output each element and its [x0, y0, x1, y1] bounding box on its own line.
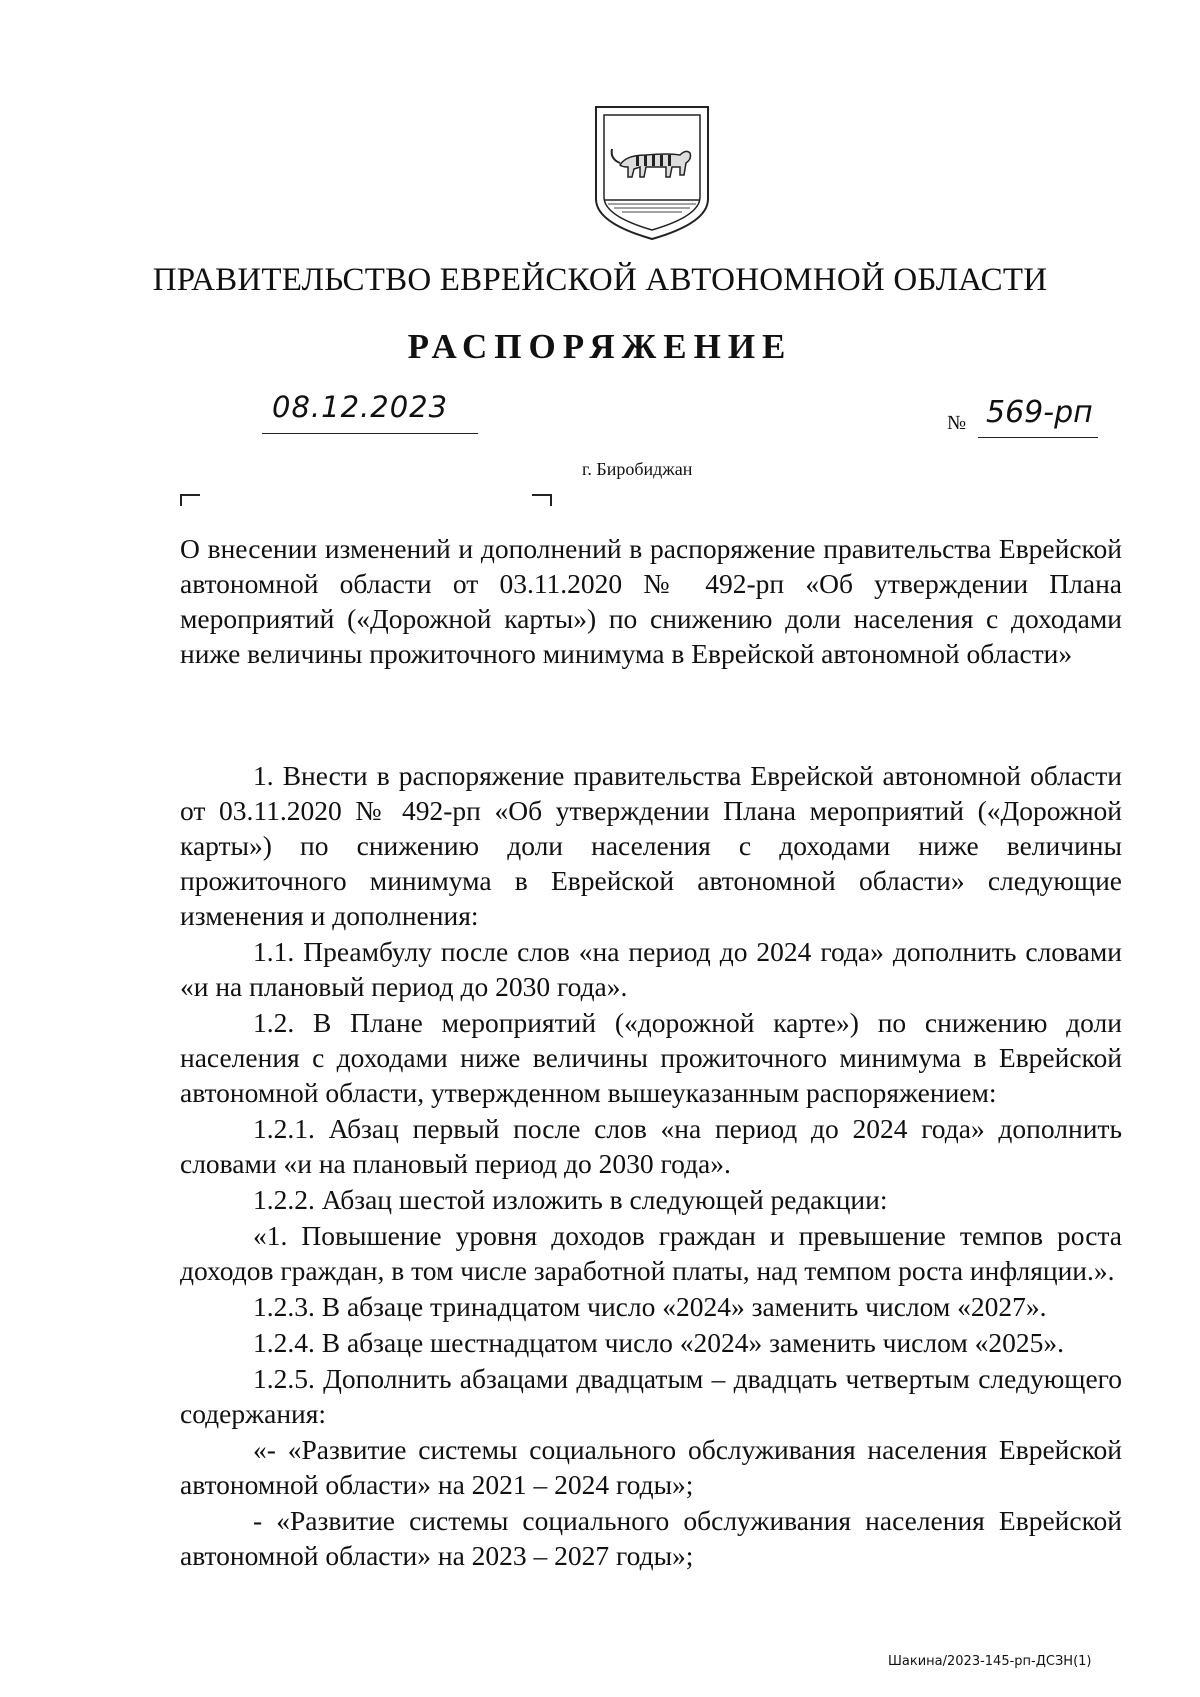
- document-body: [180, 758, 1122, 1574]
- date-underline: [262, 433, 478, 434]
- document-subject: О внесении изменений и дополнений в распоряжение правительства Еврейской автономной области от 03.11.2020 № 492-рп «Об утверждении Плана мероприятий («Дорожной карты») по снижению доли населения с доходами ниже величины прожиточного минимума в Еврейской автономной области»: [180, 533, 1122, 669]
- government-title: ПРАВИТЕЛЬСТВО ЕВРЕЙСКОЙ АВТОНОМНОЙ ОБЛАСТИ: [152, 262, 1048, 298]
- document-type-title: РАСПОРЯЖЕНИЕ: [407, 327, 793, 366]
- paragraph-1-2-3: 1.2.3. В абзаце тринадцатом число «2024» заменить числом «2027».: [253, 1291, 1047, 1322]
- paragraph-1-2-1: 1.2.1. Абзац первый после слов «на период до 2024 года» дополнить словами «и на плановый период до 2030 года».: [180, 1113, 1122, 1179]
- number-underline: [978, 437, 1098, 438]
- paragraph-1-2: 1.2. В Плане мероприятий («дорожной карте») по снижению доли населения с доходами ниже величины прожиточного минимума в Еврейской автономной области, утвержденном вышеуказанным распоряжением:: [180, 1007, 1122, 1108]
- footer-reference: Шакина/2023-145-рп-ДСЗН(1): [888, 1654, 1092, 1669]
- quoted-paragraph: «1. Повышение уровня доходов граждан и превышение темпов роста доходов граждан, в том числе заработной платы, над темпом роста инфляции.».: [180, 1220, 1122, 1286]
- subject-left-bracket: [180, 494, 200, 506]
- paragraph-1-2-4: 1.2.4. В абзаце шестнадцатом число «2024» заменить числом «2025».: [253, 1327, 1064, 1358]
- paragraph-1: 1. Внести в распоряжение правительства Еврейской автономной области от 03.11.2020 № 492-рп «Об утверждении Плана мероприятий («Дорожной карты») по снижению доли населения с доходами ниже величины прожиточного минимума в Еврейской автономной области» следующие изменения и дополнения:: [180, 760, 1122, 931]
- coat-of-arms-tiger-icon: [590, 103, 714, 243]
- city-name: г. Биробиджан: [582, 459, 693, 479]
- paragraph-1-1: 1.1. Преамбулу после слов «на период до 2024 года» дополнить словами «и на плановый период до 2030 года».: [180, 936, 1122, 1002]
- handwritten-number: 569-рп: [986, 395, 1093, 430]
- subject-right-bracket: [532, 494, 552, 506]
- program-item-1: «- «Развитие системы социального обслуживания населения Еврейской автономной области» на 2021 – 2024 годы»;: [180, 1434, 1122, 1500]
- paragraph-1-2-2: 1.2.2. Абзац шестой изложить в следующей редакции:: [253, 1184, 888, 1215]
- handwritten-date: 08.12.2023: [272, 390, 449, 424]
- number-prefix: №: [947, 412, 967, 434]
- paragraph-1-2-5: 1.2.5. Дополнить абзацами двадцатым – двадцать четвертым следующего содержания:: [180, 1363, 1122, 1429]
- program-item-2: - «Развитие системы социального обслуживания населения Еврейской автономной области» на 2023 – 2027 годы»;: [180, 1505, 1122, 1571]
